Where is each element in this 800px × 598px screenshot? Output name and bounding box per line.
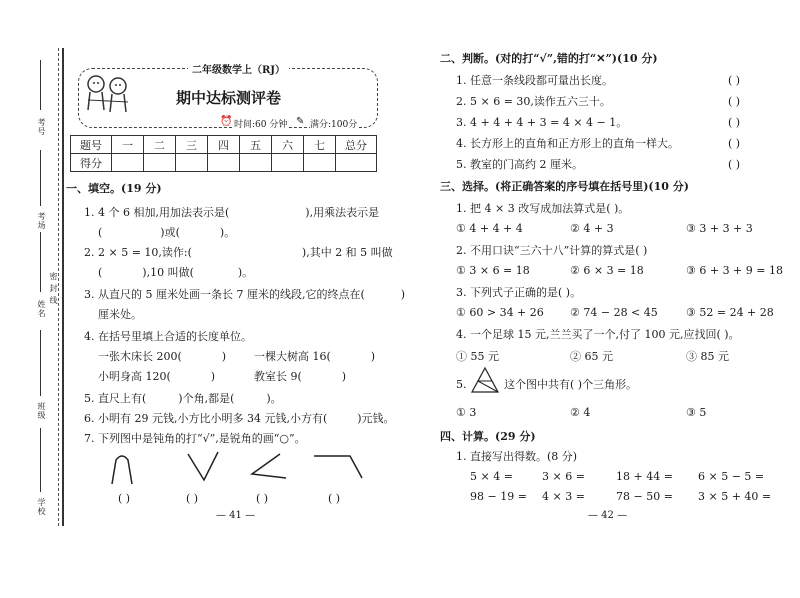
score-input-cell[interactable] — [144, 154, 176, 172]
q4-item-room: 教室长 9( ) — [254, 370, 347, 383]
table-cell: 得分 — [71, 154, 112, 172]
calc-item: 18 + 44 = — [616, 470, 673, 483]
score-table — [70, 135, 377, 172]
q5-line: 5. 直尺上有( )个角,都是( )。 — [84, 392, 282, 405]
binding-label-school: 学校 — [37, 498, 46, 516]
section3-title: 三、选择。(将正确答案的序号填在括号里)(10 分) — [440, 180, 689, 193]
calc-item: 6 × 5 − 5 = — [698, 470, 765, 483]
score-input-cell[interactable] — [176, 154, 208, 172]
page-title: 期中达标测评卷 — [176, 89, 282, 107]
page-number-right: — 42 — — [588, 510, 628, 521]
calc-item: 78 − 50 = — [616, 490, 673, 503]
choice-q5-opt-1[interactable]: ① 3 — [456, 406, 477, 419]
q3-line2: 厘米处。 — [98, 308, 142, 321]
choice-q2-opt-1[interactable]: ① 3 × 6 = 18 — [456, 264, 530, 277]
binding-label-mi: 密 — [49, 272, 58, 281]
judge-item-5: 5. 教室的门高约 2 厘米。 — [456, 158, 583, 171]
q4-item-height: 小明身高 120( ) — [98, 370, 216, 383]
binding-label-feng: 封 — [49, 284, 58, 293]
choice-q3-opt-3[interactable]: ③ 52 = 24 + 28 — [686, 306, 774, 319]
calc-item: 98 − 19 = — [470, 490, 527, 503]
angle-figure-3 — [252, 454, 286, 478]
binding-label-name: 姓名 — [37, 300, 46, 318]
table-cell: 题号 — [71, 136, 112, 154]
choice-q4-opt-1[interactable]: ① 55 元 — [456, 350, 499, 363]
judge-item-1: 1. 任意一条线段都可量出长度。 — [456, 74, 613, 87]
section4-title: 四、计算。(29 分) — [440, 430, 536, 443]
choice-q2-opt-2[interactable]: ② 6 × 3 = 18 — [570, 264, 644, 277]
q1-line2: ( )或( )。 — [98, 226, 236, 239]
header-score: 满分:100分 — [310, 117, 357, 130]
binding-label-class: 班级 — [37, 402, 46, 420]
choice-q4-opt-2[interactable]: ② 65 元 — [570, 350, 613, 363]
judge-answer-4[interactable]: ( ) — [728, 137, 741, 150]
angle-figure-2 — [188, 452, 218, 480]
score-input-cell[interactable] — [336, 154, 377, 172]
calc-q1-title: 1. 直接写出得数。(8 分) — [456, 450, 578, 463]
header-time: 时间:60 分钟 — [234, 117, 287, 130]
score-icon: ✎ — [296, 116, 305, 127]
choice-q1-opt-1[interactable]: ① 4 + 4 + 4 — [456, 222, 523, 235]
judge-item-4: 4. 长方形上的直角和正方形上的直角一样大。 — [456, 137, 679, 150]
judge-answer-5[interactable]: ( ) — [728, 158, 741, 171]
score-input-cell[interactable] — [208, 154, 240, 172]
mascot-kids-icon — [82, 72, 134, 118]
score-input-cell[interactable] — [240, 154, 272, 172]
choice-q2-opt-3[interactable]: ③ 6 + 3 + 9 = 18 — [686, 264, 783, 277]
choice-q4-opt-3[interactable]: ③ 85 元 — [686, 350, 729, 363]
triangle-figure — [470, 366, 500, 394]
q6-line: 6. 小明有 29 元钱,小方比小明多 34 元钱,小方有( )元钱。 — [84, 412, 395, 425]
table-cell: 二 — [144, 136, 176, 154]
choice-q5-opt-2[interactable]: ② 4 — [570, 406, 591, 419]
page-number-left: — 41 — — [216, 510, 256, 521]
table-cell: 一 — [112, 136, 144, 154]
angle-figures — [100, 448, 380, 488]
score-input-cell[interactable] — [112, 154, 144, 172]
calc-item: 3 × 5 + 40 = — [698, 490, 772, 503]
choice-q1: 1. 把 4 × 3 改写成加法算式是( )。 — [456, 202, 630, 215]
judge-item-2: 2. 5 × 6 = 30,读作五六三十。 — [456, 95, 611, 108]
q7-title: 7. 下列图中是钝角的打“√”,是锐角的画“○”。 — [84, 432, 306, 445]
choice-q4: 4. 一个足球 15 元,兰兰买了一个,付了 100 元,应找回( )。 — [456, 328, 740, 341]
table-cell: 四 — [208, 136, 240, 154]
judge-answer-2[interactable]: ( ) — [728, 95, 741, 108]
score-input-cell[interactable] — [304, 154, 336, 172]
angle-figure-4 — [314, 456, 362, 478]
choice-q2: 2. 不用口诀“三六十八”计算的算式是( ) — [456, 244, 648, 257]
header-series: 二年级数学上（RJ） — [188, 61, 289, 76]
choice-q1-opt-2[interactable]: ② 4 + 3 — [570, 222, 614, 235]
section1-title: 一、填空。(19 分) — [66, 182, 162, 195]
choice-q5: 这个图中共有( )个三角形。 — [504, 378, 638, 391]
binding-label-exam-room: 考场 — [37, 212, 46, 230]
q7-answer-1[interactable]: ( ) — [118, 492, 131, 505]
binding-label-exam-no: 考号 — [37, 118, 46, 136]
q3-line1: 3. 从直尺的 5 厘米处画一条长 7 厘米的线段,它的终点在( ) — [84, 288, 406, 301]
calc-item: 4 × 3 = — [542, 490, 585, 503]
q7-answer-2[interactable]: ( ) — [186, 492, 199, 505]
q7-answer-3[interactable]: ( ) — [256, 492, 269, 505]
q1-line1: 1. 4 个 6 相加,用加法表示是( ),用乘法表示是 — [84, 206, 380, 219]
calc-item: 5 × 4 = — [470, 470, 513, 483]
choice-q5-opt-3[interactable]: ③ 5 — [686, 406, 707, 419]
q4-item-tree: 一棵大树高 16( ) — [254, 350, 376, 363]
clock-icon: ⏰ — [220, 116, 233, 127]
q4-item-bed: 一张木床长 200( ) — [98, 350, 227, 363]
binding-label-xian: 线 — [49, 296, 58, 305]
judge-item-3: 3. 4 + 4 + 4 + 3 = 4 × 4 − 1。 — [456, 116, 628, 129]
choice-q5-number: 5. — [456, 378, 467, 391]
q2-line2: ( ),10 叫做( )。 — [98, 266, 254, 279]
choice-q3: 3. 下列式子正确的是( )。 — [456, 286, 582, 299]
score-table-header-row — [71, 136, 377, 154]
choice-q3-opt-2[interactable]: ② 74 − 28 < 45 — [570, 306, 658, 319]
table-cell: 五 — [240, 136, 272, 154]
score-table-score-row — [71, 154, 377, 172]
judge-answer-3[interactable]: ( ) — [728, 116, 741, 129]
table-cell: 七 — [304, 136, 336, 154]
table-cell: 六 — [272, 136, 304, 154]
q2-line1: 2. 2 × 5 = 10,读作:( ),其中 2 和 5 叫做 — [84, 246, 393, 259]
score-input-cell[interactable] — [272, 154, 304, 172]
table-cell: 总分 — [336, 136, 377, 154]
q7-answer-4[interactable]: ( ) — [328, 492, 341, 505]
choice-q1-opt-3[interactable]: ③ 3 + 3 + 3 — [686, 222, 753, 235]
section2-title: 二、判断。(对的打“√”,错的打“✕”)(10 分) — [440, 52, 658, 65]
calc-item: 3 × 6 = — [542, 470, 585, 483]
angle-figure-1 — [112, 456, 132, 484]
q4-title: 4. 在括号里填上合适的长度单位。 — [84, 330, 252, 343]
judge-answer-1[interactable]: ( ) — [728, 74, 741, 87]
table-cell: 三 — [176, 136, 208, 154]
choice-q3-opt-1[interactable]: ① 60 > 34 + 26 — [456, 306, 544, 319]
